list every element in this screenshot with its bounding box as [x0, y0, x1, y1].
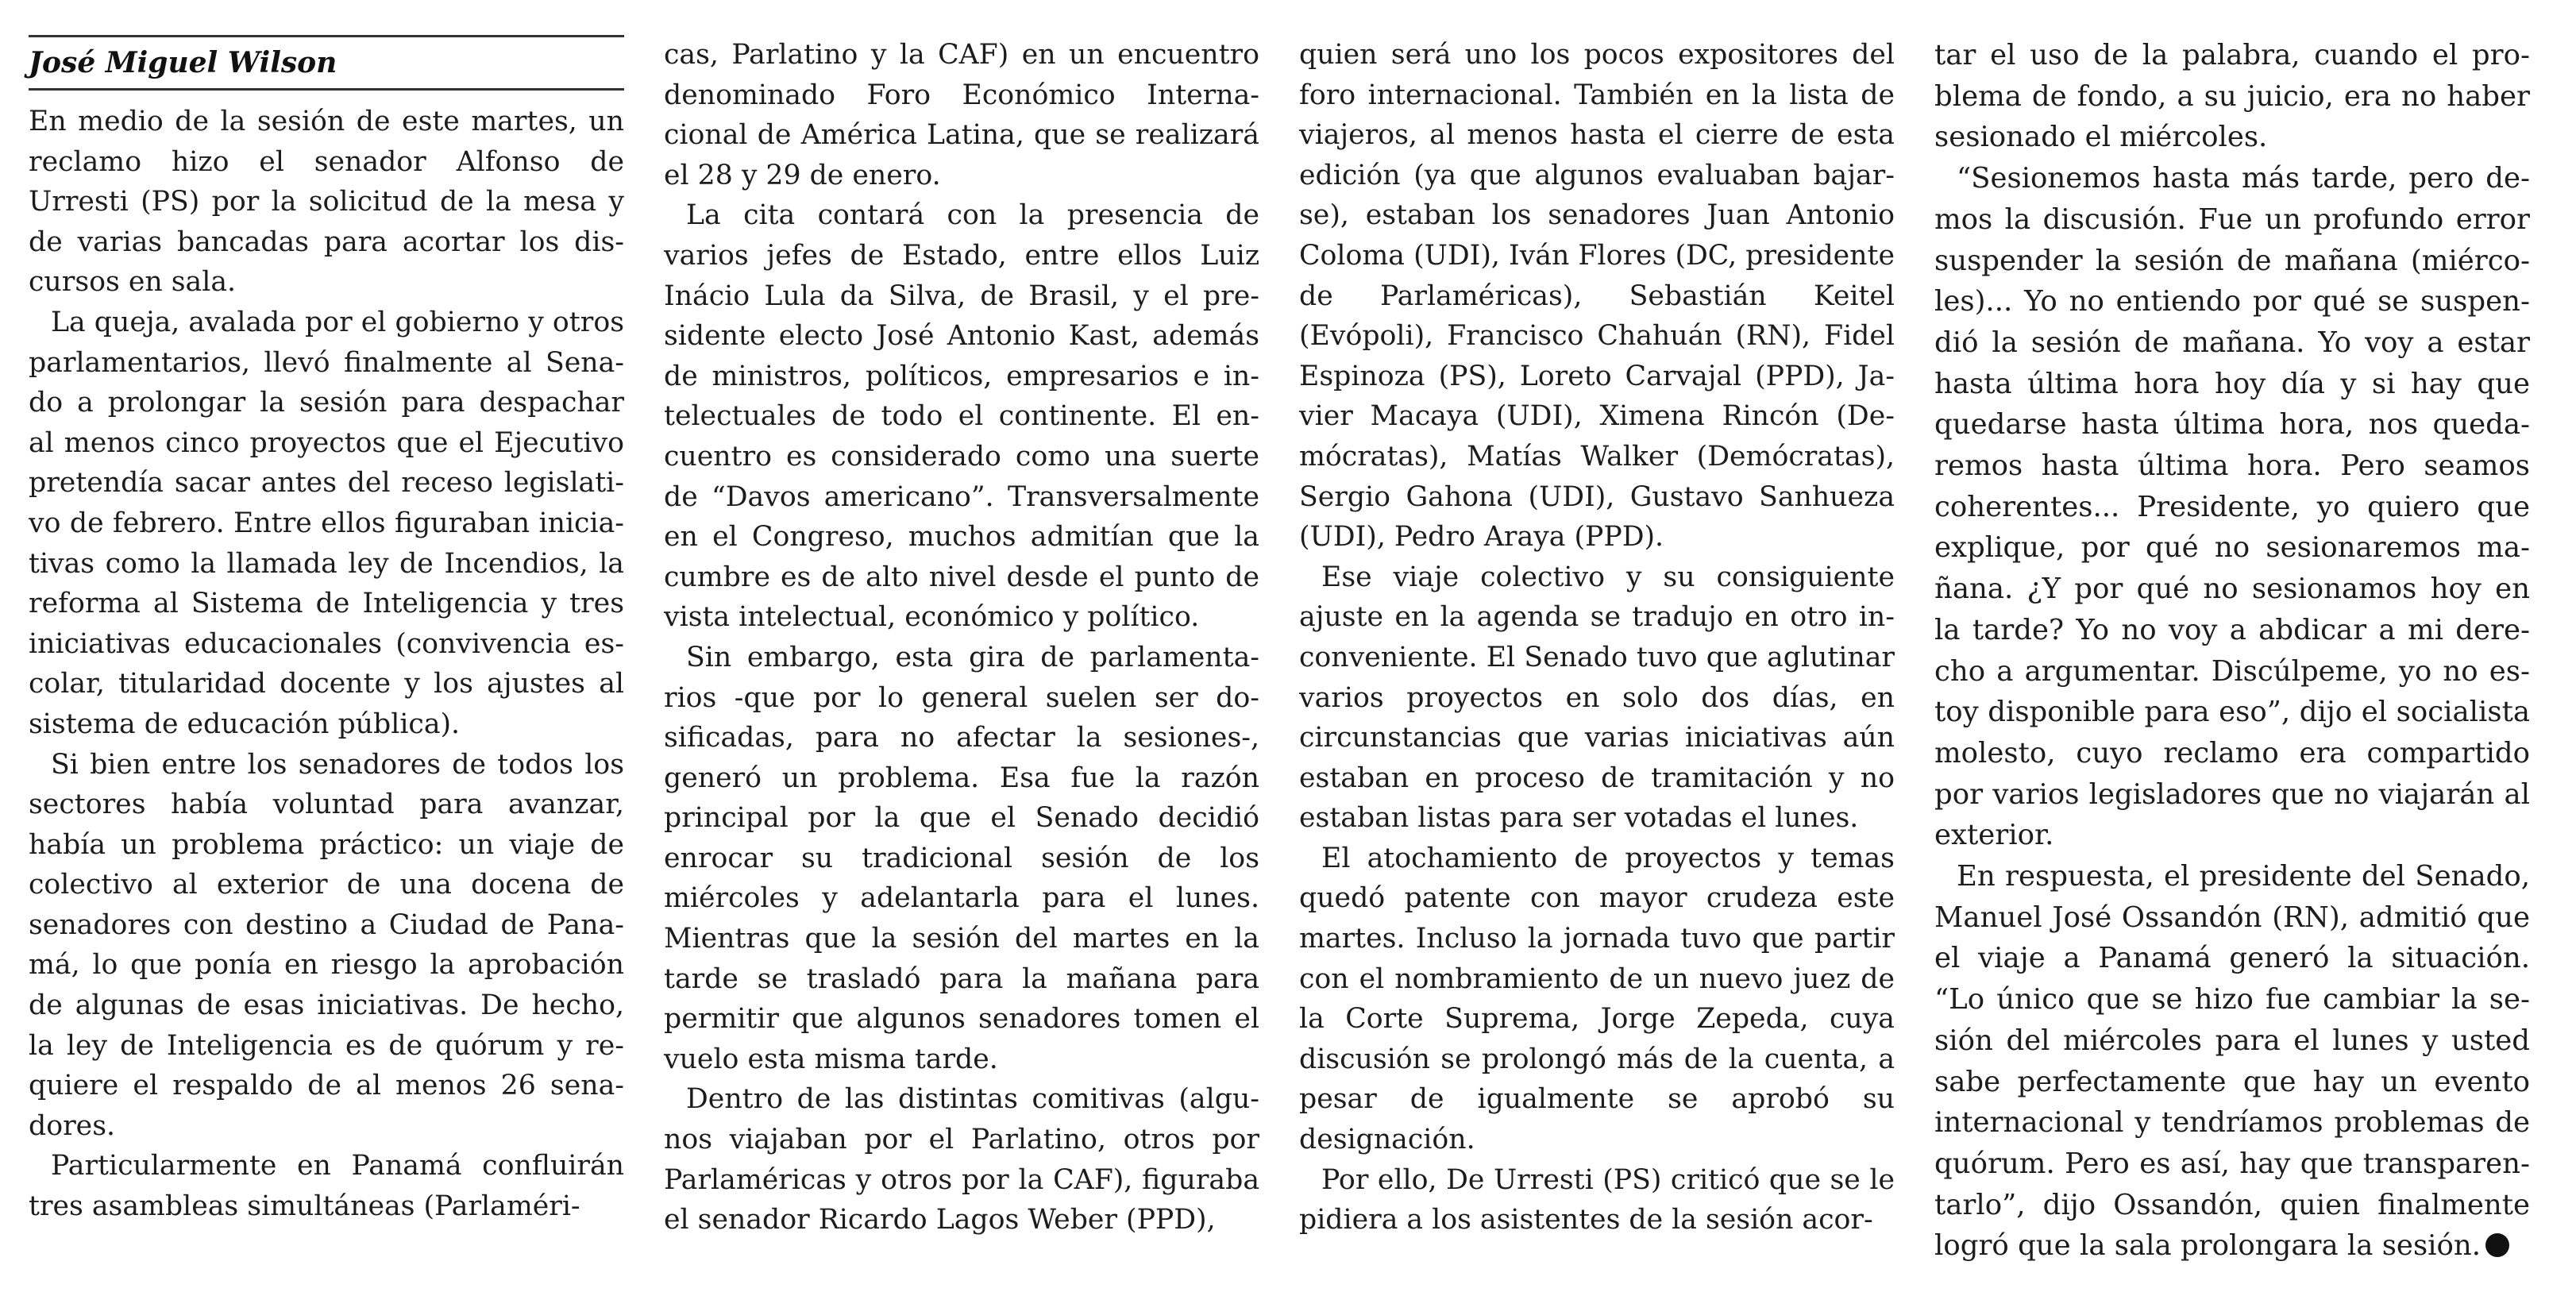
paragraph: Si bien entre los senadores de todos los sectores había voluntad para avanzar, había un problema práctico: un viaje de colectivo al exterior de una docena de senadores con destino a Ciudad de Panamá, lo que ponía en riesgo la aprobación de algunas de esas iniciativas. De hecho, la ley de Inteligencia es de quórum y requiere el respaldo de al menos 26 senadores.	[29, 748, 624, 1142]
paragraph: tar el uso de la palabra, cuando el problema de fondo, a su juicio, era no haber sesionado el miércoles.	[1934, 39, 2530, 154]
paragraph: El atochamiento de proyectos y temas quedó patente con mayor crudeza este martes. Incluso la jornada tuvo que partir con el nombramiento de un nuevo juez de la Corte Suprema, Jorge Zepeda, cuya discusión se prolongó más de la cuenta, a pesar de igualmente se aprobó su designación.	[1299, 842, 1895, 1156]
article-column-1	[29, 35, 624, 1274]
paragraph: La cita contará con la presencia de varios jefes de Estado, entre ellos Luiz Inácio Lula da Silva, de Brasil, y el presidente electo José Antonio Kast, además de ministros, políticos, empresarios e intelectuales de todo el continente. El encuentro es considerado como una suerte de “Davos americano”. Transversalmente en el Congreso, muchos admitían que la cumbre es de alto nivel desde el punto de vista intelectual, económico y político.	[664, 199, 1259, 634]
paragraph: quien será uno los pocos expositores del foro internacional. También en la lista de viajeros, al menos hasta el cierre de esta edición (ya que algunos evaluaban bajarse), estaban los senadores Juan Antonio Coloma (UDI), Iván Flores (DC, presidente de Parlaméricas), Sebastián Keitel (Evópoli), Francisco Chahuán (RN), Fidel Espinoza (PS), Loreto Carvajal (PPD), Javier Macaya (UDI), Ximena Rincón (Demócratas), Matías Walker (Demócratas), Sergio Gahona (UDI), Gustavo Sanhueza (UDI), Pedro Araya (PPD).	[1299, 39, 1895, 554]
paragraph: cas, Parlatino y la CAF) en un encuentro denominado Foro Económico Internacional de América Latina, que se realizará el 28 y 29 de enero.	[664, 39, 1259, 191]
paragraph: Particularmente en Panamá confluirán tres asambleas simultáneas (Parlaméri-	[29, 1150, 624, 1223]
article-column-4	[1934, 35, 2530, 1274]
paragraph: “Sesionemos hasta más tarde, pero demos la discusión. Fue un profundo error suspender la sesión de mañana (miércoles)... Yo no entiendo por qué se suspendió la sesión de mañana. Yo voy a estar hasta última hora hoy día y si hay que quedarse hasta última hora, nos quedaremos hasta última hora. Pero seamos coherentes... Presidente, yo quiero que explique, por qué no sesionaremos mañana. ¿Y por qué no sesionamos hoy en la tarde? Yo no voy a abdicar a mi derecho a argumentar. Discúlpeme, yo no estoy disponible para eso”, dijo el socialista molesto, cuyo reclamo era compartido por varios legisladores que no viajarán al exterior.	[1934, 162, 2530, 852]
paragraph: Ese viaje colectivo y su consiguiente ajuste en la agenda se tradujo en otro inconveniente. El Senado tuvo que aglutinar varios proyectos en solo dos días, en circunstancias que varias iniciativas aún estaban en proceso de tramitación y no estaban listas para ser votadas el lunes.	[1299, 561, 1895, 835]
paragraph: En medio de la sesión de este martes, un reclamo hizo el senador Alfonso de Urresti (PS) por la solicitud de la mesa y de varias bancadas para acortar los discursos en sala.	[29, 106, 624, 299]
paragraph: La queja, avalada por el gobierno y otros parlamentarios, llevó finalmente al Senado a prolongar la sesión para despachar al menos cinco proyectos que el Ejecutivo pretendía sacar antes del receso legislativo de febrero. Entre ellos figuraban iniciativas como la llamada ley de Incendios, la reforma al Sistema de Inteligencia y tres iniciativas educacionales (convivencia escolar, titularidad docente y los ajustes al sistema de educación pública).	[29, 306, 624, 740]
article-page	[29, 35, 2554, 1274]
paragraph: Por ello, De Urresti (PS) criticó que se le pidiera a los asistentes de la sesión acor-	[1299, 1163, 1895, 1236]
paragraph-text: En respuesta, el presidente del Senado, Manuel José Ossandón (RN), admitió que el viaje a Panamá generó la situación. “Lo único que se hizo fue cambiar la sesión del miércoles para el lunes y usted sabe perfectamente que hay un evento internacional y tendríamos problemas de quórum. Pero es así, hay que transparentarlo”, dijo Ossandón, quien finalmente logró que la sala prolongara la sesión.	[1934, 860, 2530, 1263]
paragraph: Sin embargo, esta gira de parlamentarios -que por lo general suelen ser dosificadas, para no afectar la sesiones-, generó un problema. Esa fue la razón principal por la que el Senado decidió enrocar su tradicional sesión de los miércoles y adelantarla para el lunes. Mientras que la sesión del martes en la tarde se trasladó para la mañana para permitir que algunos senadores tomen el vuelo esta misma tarde.	[664, 641, 1259, 1075]
article-column-3	[1299, 35, 1895, 1274]
end-of-article-icon	[2485, 1233, 2509, 1257]
byline: José Miguel Wilson	[29, 35, 624, 91]
article-column-2	[664, 35, 1259, 1274]
paragraph: Dentro de las distintas comitivas (algunos viajaban por el Parlatino, otros por Parlaméricas y otros por la CAF), figuraba el senador Ricardo Lagos Weber (PPD),	[664, 1083, 1259, 1236]
paragraph	[1934, 856, 2530, 1267]
